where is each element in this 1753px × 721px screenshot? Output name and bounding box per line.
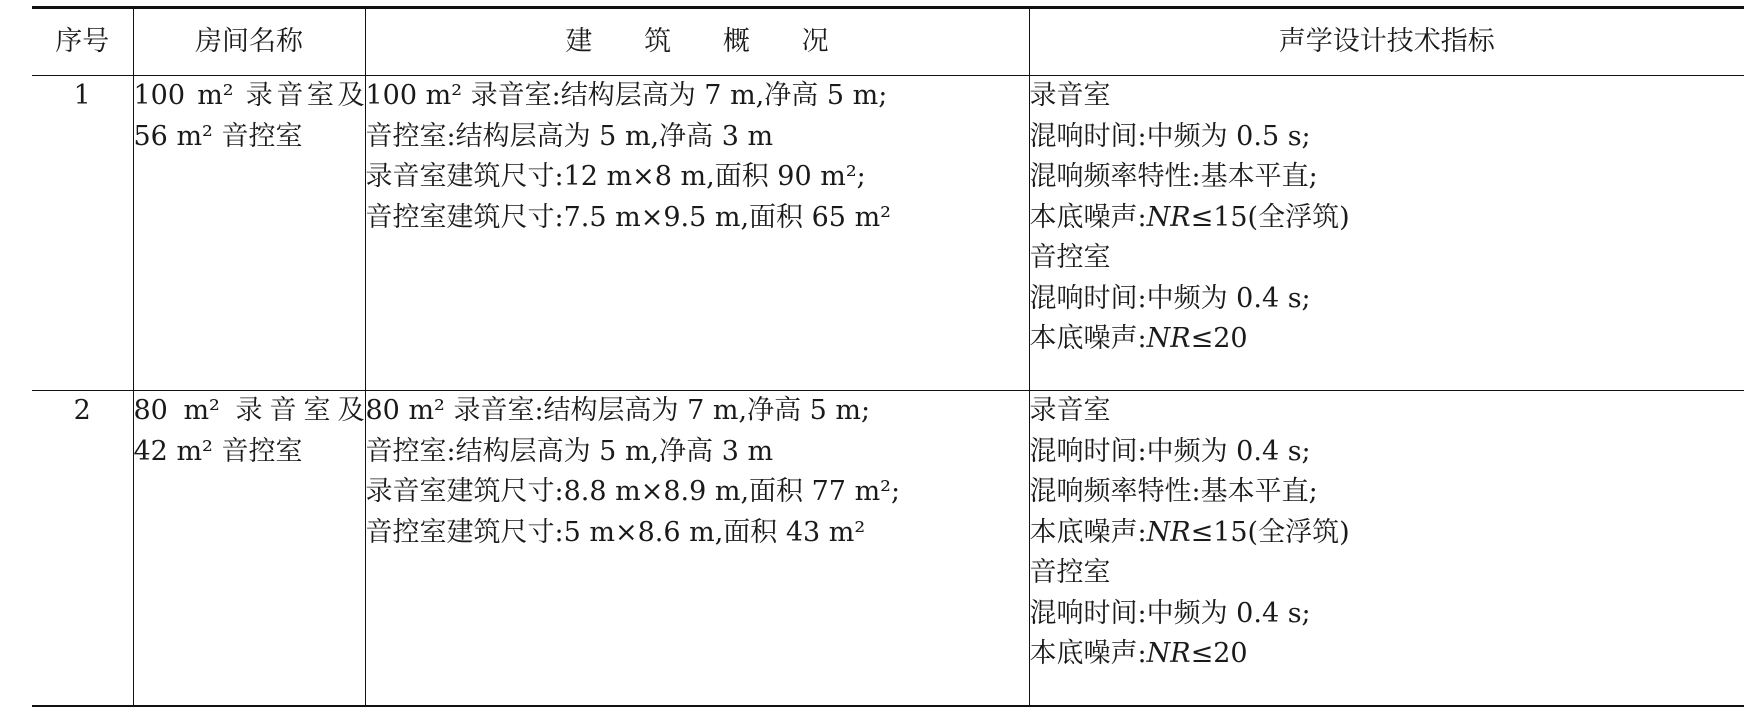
control-title: 音控室 [1029, 557, 1111, 588]
noise-value: ≤20 [1190, 323, 1248, 354]
table-row [32, 76, 1744, 391]
building-line: 100 m² 录音室:结构层高为 7 m,净高 5 m; [365, 80, 888, 111]
header-room-name: 房间名称 [133, 8, 365, 76]
header-acoustic-indicators: 声学设计技术指标 [1029, 8, 1744, 76]
studio-freq-response: 混响频率特性:基本平直; [1029, 476, 1318, 507]
acoustic-indicators [1029, 76, 1744, 391]
studio-title: 录音室 [1029, 395, 1111, 426]
building-overview [365, 76, 1029, 391]
header-no: 序号 [55, 25, 110, 57]
table-row [32, 391, 1744, 706]
control-noise-floor [1030, 319, 1745, 360]
table-header-row [32, 8, 1744, 76]
studio-freq-response: 混响频率特性:基本平直; [1029, 161, 1318, 192]
noise-value: ≤20 [1190, 638, 1248, 669]
building-line: 音控室:结构层高为 5 m,净高 3 m [365, 120, 774, 152]
row-number: 2 [73, 395, 91, 426]
acoustic-spec-table [32, 6, 1744, 707]
noise-nr: NR [1146, 516, 1191, 548]
control-noise-floor [1030, 634, 1745, 675]
noise-nr: NR [1146, 638, 1191, 669]
studio-reverb-time: 混响时间:中频为 0.5 s; [1029, 120, 1311, 152]
control-title: 音控室 [1029, 242, 1111, 273]
row-number: 1 [73, 80, 91, 111]
noise-value: ≤15(全浮筑) [1190, 201, 1350, 233]
building-line: 录音室建筑尺寸:12 m×8 m,面积 90 m²; [365, 161, 866, 192]
control-reverb-time: 混响时间:中频为 0.4 s; [1029, 597, 1311, 629]
building-line: 音控室:结构层高为 5 m,净高 3 m [365, 435, 774, 467]
studio-noise-floor [1030, 513, 1745, 554]
building-overview [365, 391, 1029, 706]
building-line: 80 m² 录音室:结构层高为 7 m,净高 5 m; [365, 395, 871, 426]
room-name: 80 m² 录音室及 42 m² 音控室 [133, 391, 365, 706]
studio-noise-floor [1030, 198, 1745, 239]
control-reverb-time: 混响时间:中频为 0.4 s; [1029, 282, 1311, 314]
studio-title: 录音室 [1029, 80, 1111, 111]
room-name: 100 m² 录音室及 56 m² 音控室 [133, 76, 365, 391]
noise-value: ≤15(全浮筑) [1190, 516, 1350, 548]
noise-prefix: 本底噪声: [1029, 638, 1147, 669]
header-building-overview: 建 筑 概 况 [365, 8, 1029, 76]
noise-prefix: 本底噪声: [1029, 323, 1147, 354]
noise-prefix: 本底噪声: [1029, 516, 1147, 548]
building-line: 音控室建筑尺寸:5 m×8.6 m,面积 43 m² [365, 516, 866, 548]
studio-reverb-time: 混响时间:中频为 0.4 s; [1029, 435, 1311, 467]
acoustic-indicators [1029, 391, 1744, 706]
noise-nr: NR [1146, 323, 1191, 354]
building-line: 音控室建筑尺寸:7.5 m×9.5 m,面积 65 m² [365, 201, 891, 233]
building-line: 录音室建筑尺寸:8.8 m×8.9 m,面积 77 m²; [365, 476, 901, 507]
noise-prefix: 本底噪声: [1029, 201, 1147, 233]
noise-nr: NR [1146, 201, 1191, 233]
